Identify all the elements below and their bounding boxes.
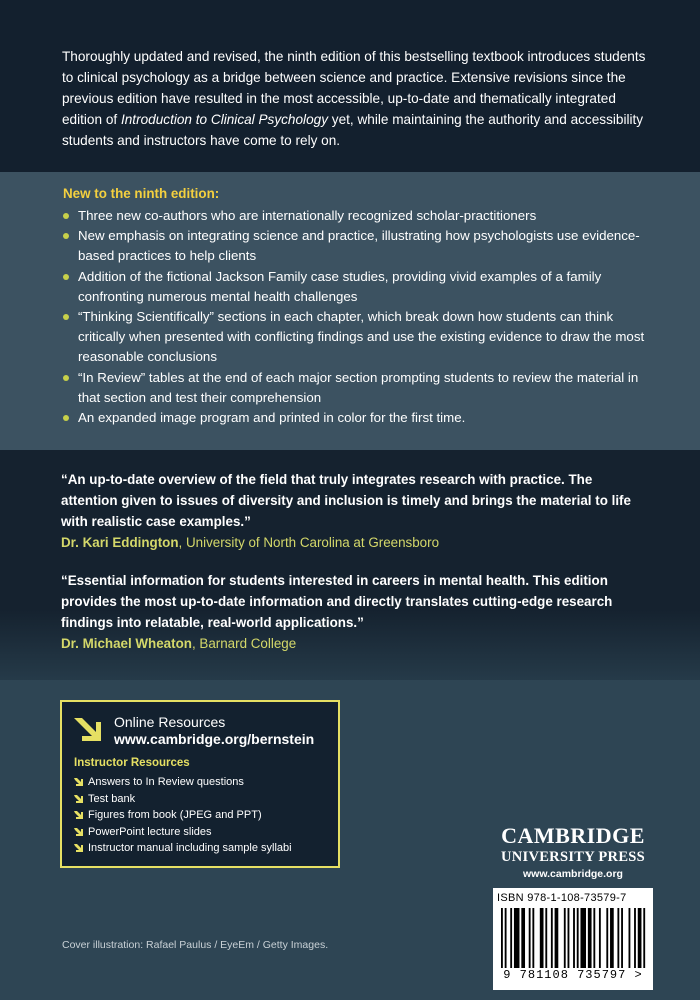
list-item-text: Three new co-authors who are internationally recognized scholar-practitioners bbox=[78, 208, 537, 223]
barcode-stripe bbox=[568, 908, 570, 968]
resources-title: Online Resources bbox=[114, 714, 226, 730]
barcode-stripe bbox=[599, 908, 601, 968]
list-item-text: Addition of the fictional Jackson Family case studies, providing vivid examples of a family confronting numerous mental health challenges bbox=[78, 268, 602, 304]
publisher-press: UNIVERSITY PRESS bbox=[500, 849, 646, 865]
review-quote-1 bbox=[61, 469, 651, 553]
barcode-stripe bbox=[521, 908, 525, 968]
barcode-stripe bbox=[634, 908, 636, 968]
bullet-dot-icon bbox=[63, 375, 69, 381]
barcode-stripe bbox=[610, 908, 614, 968]
barcode-stripe bbox=[532, 908, 534, 968]
small-arrow-down-right-icon bbox=[74, 810, 84, 820]
bullet-dot-icon bbox=[63, 233, 69, 239]
bullet-dot-icon bbox=[63, 213, 69, 219]
list-item-text: Instructor manual including sample syllabi bbox=[88, 842, 292, 854]
instructor-resources-list bbox=[74, 774, 292, 857]
barcode-stripe bbox=[621, 908, 623, 968]
barcode-stripe bbox=[501, 908, 503, 968]
review-text: “An up-to-date overview of the field that truly integrates research with practice. The attention given to issues of diversity and inclusion is timely and brings the material to life with realistic case examples.” bbox=[61, 472, 631, 529]
barcode-stripe bbox=[588, 908, 592, 968]
intro-text-before: Thoroughly updated and revised, the ninth edition of this bestselling textbook introduces students to clinical psychology as a bridge between science and practice. Extensive revisions since the previous edition have resulted in the most accessible, up-to-date and thematically integrated edition of bbox=[62, 49, 646, 127]
reviewer-name: Dr. Kari Eddington bbox=[61, 535, 179, 550]
book-title: Introduction to Clinical Psychology bbox=[120, 112, 328, 127]
list-item-text: An expanded image program and printed in color for the first time. bbox=[78, 410, 466, 426]
list-item bbox=[74, 774, 292, 791]
list-item bbox=[63, 267, 663, 307]
publisher-name: CAMBRIDGE bbox=[501, 823, 645, 848]
review-quote-2 bbox=[61, 570, 651, 654]
list-item bbox=[74, 791, 292, 808]
barcode-stripe bbox=[617, 908, 619, 968]
barcode-stripe bbox=[643, 908, 645, 968]
barcode-stripe bbox=[606, 908, 608, 968]
cover-credit: Cover illustration: Rafael Paulus / EyeEm / Getty Images. bbox=[62, 939, 329, 951]
barcode-stripe bbox=[638, 908, 642, 968]
isbn-barcode bbox=[493, 888, 653, 990]
barcode-stripe bbox=[505, 908, 507, 968]
barcode-stripe bbox=[545, 908, 547, 968]
instructor-resources-heading: Instructor Resources bbox=[74, 757, 190, 769]
publisher-url[interactable]: www.cambridge.org bbox=[523, 868, 623, 880]
barcode-stripe bbox=[580, 908, 586, 968]
list-item bbox=[74, 807, 292, 824]
barcode-digits: 9 781108 735797 > bbox=[503, 968, 643, 982]
online-resources-box bbox=[60, 700, 340, 868]
barcode-stripe bbox=[577, 908, 579, 968]
list-item bbox=[74, 824, 292, 841]
isbn-label: ISBN 978-1-108-73579-7 bbox=[497, 892, 627, 904]
reviewer-name: Dr. Michael Wheaton bbox=[61, 636, 192, 651]
reviewer-affiliation: , University of North Carolina at Greensboro bbox=[178, 535, 440, 550]
bullet-dot-icon bbox=[63, 415, 69, 421]
barcode-stripe bbox=[551, 908, 553, 968]
list-item-text: PowerPoint lecture slides bbox=[88, 825, 212, 838]
new-edition-heading: New to the ninth edition: bbox=[63, 186, 220, 201]
list-item bbox=[63, 307, 663, 368]
list-item bbox=[63, 408, 663, 428]
list-item-text: “Thinking Scientifically” sections in each chapter, which break down how students can think critically when presented with conflicting findings and use the existing evidence to draw the most reasonable conclusions bbox=[78, 309, 645, 365]
resources-url[interactable]: www.cambridge.org/bernstein bbox=[114, 731, 315, 747]
barcode-stripe bbox=[510, 908, 512, 968]
barcode-bars bbox=[501, 908, 647, 968]
review-text: “Essential information for students interested in careers in mental health. This edition provides the most up-to-date information and directly translates cutting-edge research findings into relatable, real-world applications.” bbox=[61, 573, 613, 630]
bullet-dot-icon bbox=[63, 274, 69, 280]
barcode-stripe bbox=[540, 908, 544, 968]
list-item bbox=[63, 206, 663, 226]
small-arrow-down-right-icon bbox=[74, 794, 84, 804]
barcode-stripe bbox=[629, 908, 631, 968]
new-edition-list bbox=[63, 206, 663, 428]
barcode-stripe bbox=[593, 908, 595, 968]
small-arrow-down-right-icon bbox=[74, 843, 84, 853]
barcode-stripe bbox=[573, 908, 575, 968]
barcode-stripe bbox=[555, 908, 559, 968]
barcode-stripe bbox=[529, 908, 531, 968]
list-item-text: Test bank bbox=[88, 792, 136, 805]
intro-paragraph bbox=[62, 46, 652, 151]
small-arrow-down-right-icon bbox=[74, 777, 84, 787]
list-item-text: Answers to In Review questions bbox=[88, 776, 244, 788]
barcode-stripe bbox=[564, 908, 566, 968]
barcode-stripe bbox=[514, 908, 520, 968]
bullet-dot-icon bbox=[63, 314, 69, 320]
reviewer-affiliation: , Barnard College bbox=[191, 636, 297, 651]
list-item bbox=[63, 226, 663, 266]
arrow-down-right-icon bbox=[72, 714, 102, 742]
small-arrow-down-right-icon bbox=[74, 827, 84, 837]
list-item bbox=[74, 840, 292, 857]
list-item-text: New emphasis on integrating science and practice, illustrating how psychologists use evidence-based practices to help clients bbox=[78, 228, 640, 264]
list-item-text: Figures from book (JPEG and PPT) bbox=[88, 809, 262, 821]
intro-text-after: yet, while maintaining the authority and accessibility students and instructors have come to rely on. bbox=[62, 112, 644, 148]
list-item bbox=[63, 368, 663, 408]
list-item-text: “In Review” tables at the end of each major section prompting students to review the material in that section and test their comprehension bbox=[78, 369, 639, 405]
